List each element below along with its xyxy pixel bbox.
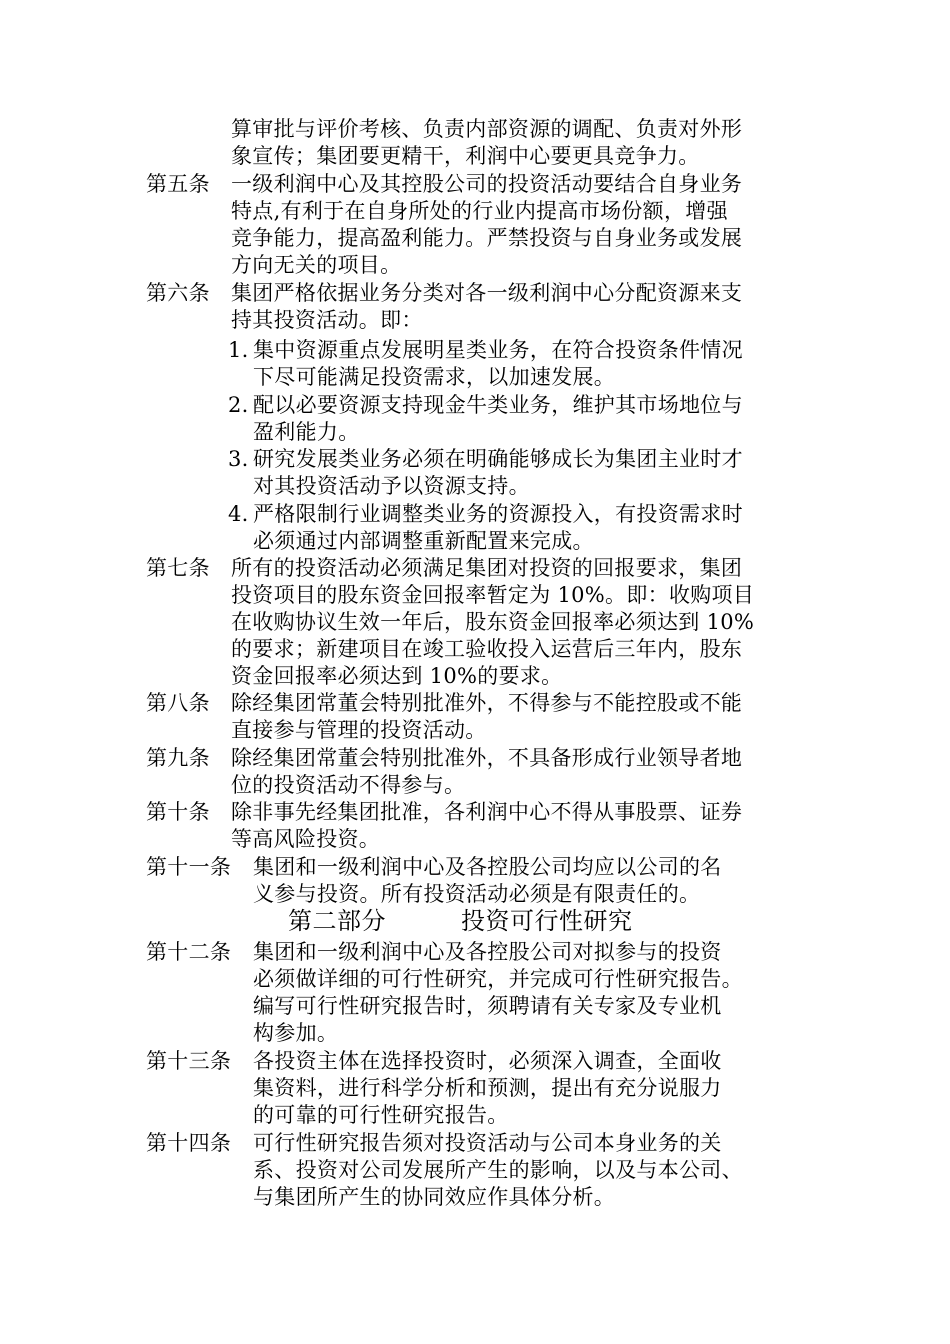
article-line: 投资项目的股东资金回报率暂定为 10%。即：收购项目 [231,583,755,607]
article-line: 编写可行性研究报告时，须聘请有关专家及专业机 [253,994,722,1018]
list-item-number: 4. [228,502,249,526]
article-line: 义参与投资。所有投资活动必须是有限责任的。 [253,882,701,906]
article-line: 必须做详细的可行性研究，并完成可行性研究报告。 [253,967,743,991]
list-item-line: 必须通过内部调整重新配置来完成。 [253,529,594,553]
continuation-line: 算审批与评价考核、负责内部资源的调配、负责对外形 [231,117,743,141]
article-label: 第五条 [146,172,210,196]
list-item-line: 研究发展类业务必须在明确能够成长为集团主业时才 [253,447,743,471]
list-item-line: 下尽可能满足投资需求，以加速发展。 [253,365,616,389]
article-line: 集团和一级利润中心及各控股公司对拟参与的投资 [253,940,722,964]
article-label: 第九条 [146,746,210,770]
article-line: 除经集团常董会特别批准外，不得参与不能控股或不能 [231,691,743,715]
article-line: 所有的投资活动必须满足集团对投资的回报要求，集团 [231,556,743,580]
article-label: 第十条 [146,800,210,824]
list-item-line: 对其投资活动予以资源支持。 [253,474,530,498]
article-line: 的可靠的可行性研究报告。 [253,1103,509,1127]
article-line: 位的投资活动不得参与。 [231,773,466,797]
article-line: 系、投资对公司发展所产生的影响，以及与本公司、 [253,1158,743,1182]
article-line: 构参加。 [253,1021,339,1045]
article-label: 第十一条 [146,855,232,879]
continuation-line: 象宣传；集团要更精干，利润中心要更具竞争力。 [231,144,700,168]
list-item-number: 1. [228,338,249,362]
article-line: 可行性研究报告须对投资活动与公司本身业务的关 [253,1131,722,1155]
article-line: 与集团所产生的协同效应作具体分析。 [253,1185,616,1209]
article-label: 第六条 [146,281,210,305]
article-line: 集团和一级利润中心及各控股公司均应以公司的名 [253,855,722,879]
article-label: 第八条 [146,691,210,715]
article-line: 特点,有利于在自身所处的行业内提高市场份额，增强 [231,199,728,223]
article-line: 资金回报率必须达到 10%的要求。 [231,664,563,688]
article-line: 的要求；新建项目在竣工验收投入运营后三年内，股东 [231,637,743,661]
article-line: 集团严格依据业务分类对各一级利润中心分配资源来支 [231,281,743,305]
list-item-line: 严格限制行业调整类业务的资源投入，有投资需求时 [253,502,743,526]
article-label: 第十二条 [146,940,232,964]
article-line: 在收购协议生效一年后，股东资金回报率必须达到 10% [231,610,755,634]
list-item-line: 集中资源重点发展明星类业务，在符合投资条件情况 [253,338,743,362]
article-line: 各投资主体在选择投资时，必须深入调查，全面收 [253,1049,722,1073]
article-line: 等高风险投资。 [231,827,381,851]
article-line: 除经集团常董会特别批准外，不具备形成行业领导者地 [231,746,743,770]
list-item-line: 配以必要资源支持现金牛类业务，维护其市场地位与 [253,393,743,417]
article-label: 第十三条 [146,1049,232,1073]
section-part-label: 第二部分 [288,907,386,935]
article-label: 第十四条 [146,1131,232,1155]
list-item-line: 盈利能力。 [253,420,360,444]
article-line: 方向无关的项目。 [231,253,402,277]
list-item-number: 2. [228,393,249,417]
list-item-number: 3. [228,447,249,471]
article-label: 第七条 [146,556,210,580]
section-title: 投资可行性研究 [461,907,633,935]
article-line: 一级利润中心及其控股公司的投资活动要结合自身业务 [231,172,743,196]
article-line: 直接参与管理的投资活动。 [231,718,487,742]
article-line: 除非事先经集团批准，各利润中心不得从事股票、证券 [231,800,743,824]
article-line: 持其投资活动。即： [231,308,423,332]
article-line: 竞争能力，提高盈利能力。严禁投资与自身业务或发展 [231,226,743,250]
article-line: 集资料，进行科学分析和预测，提出有充分说服力 [253,1076,722,1100]
